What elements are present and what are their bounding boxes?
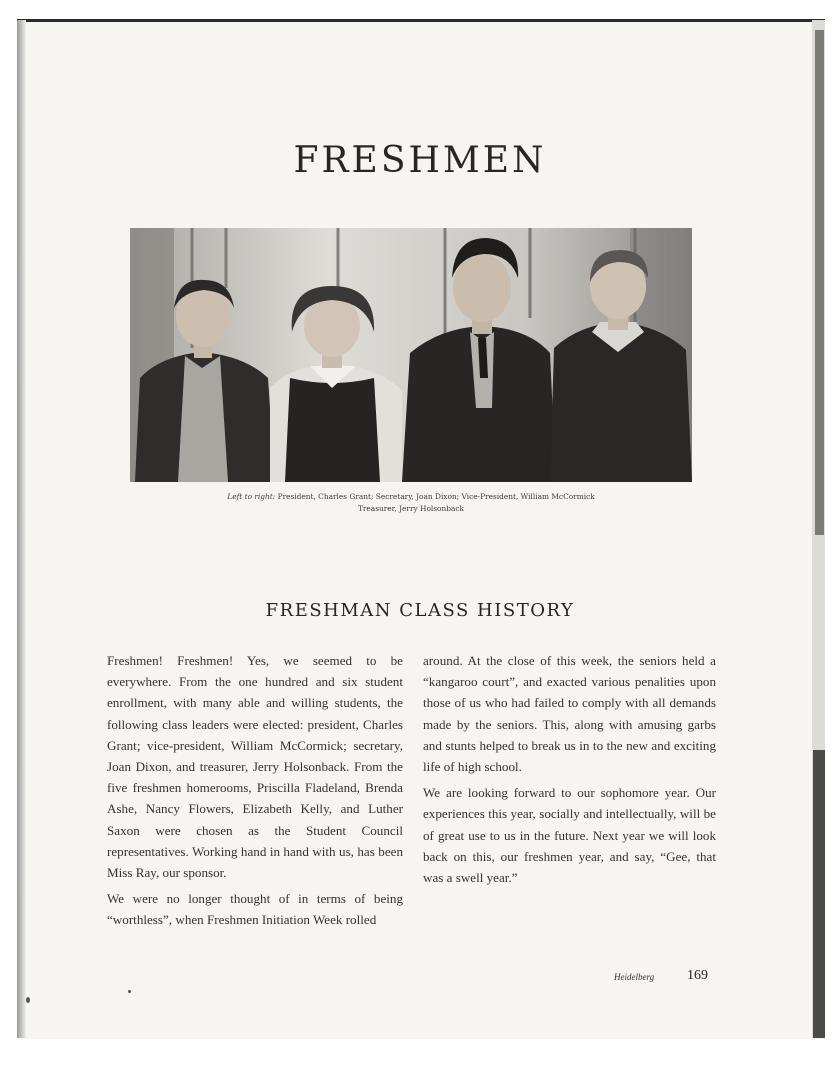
scan-speck [128,990,131,993]
photo-caption [130,491,692,515]
scan-speck [26,997,30,1003]
photo-caption-line-2: Treasurer, Jerry Holsonback [357,504,465,513]
paragraph: We were no longer thought of in terms of being “worthless”, when Freshmen Initiation Week rolled [107,891,403,928]
section-heading: FRESHMAN CLASS HISTORY [265,600,575,621]
page-number: 169 [687,968,708,983]
paragraph: Freshmen! Freshmen! Yes, we seemed to be everywhere. From the one hundred and six student enrollment, with many able and willing students, the following class leaders were elected: president, Charles Grant; vice-president, William McCormick; secretary, Joan Dixon, and treasurer, Jerry Holsonback. From the five freshmen homerooms, Priscilla Fladeland, Brenda Ashe, Nancy Flowers, Elizabeth Kelly, and Luther Saxon were chosen as the Student Council representatives. Working hand in hand with us, has been Miss Ray, our sponsor. [107,653,403,881]
text-column-right [423,650,716,893]
paragraph: around. At the close of this week, the seniors held a “kangaroo court”, and exacted various penalities upon those of us who had failed to comply with all demands made by the seniors. This, along with amusing garbs and stunts helped to break us in to the new and exciting life of high school. [423,653,716,775]
caption-officers: President, Charles Grant; Secretary, Joan Dixon; Vice-President, William McCormick [277,492,595,501]
text-column-left [107,650,403,936]
caption-lead: Left to right: [227,492,276,501]
scan-shadow-bottom [813,750,825,1038]
class-officers-photo [130,228,692,482]
page-title: FRESHMEN [293,140,547,181]
footer-yearbook-name: Heidelberg [614,972,655,982]
photo-caption-line-1 [130,491,692,503]
scan-shadow-top [815,30,824,535]
paragraph: We are looking forward to our sophomore year. Our experiences this year, socially and intellectually, will be of great use to us in the future. Next year we will look back on this, our freshmen year, and say, “Gee, that was a swell year.” [423,785,716,886]
